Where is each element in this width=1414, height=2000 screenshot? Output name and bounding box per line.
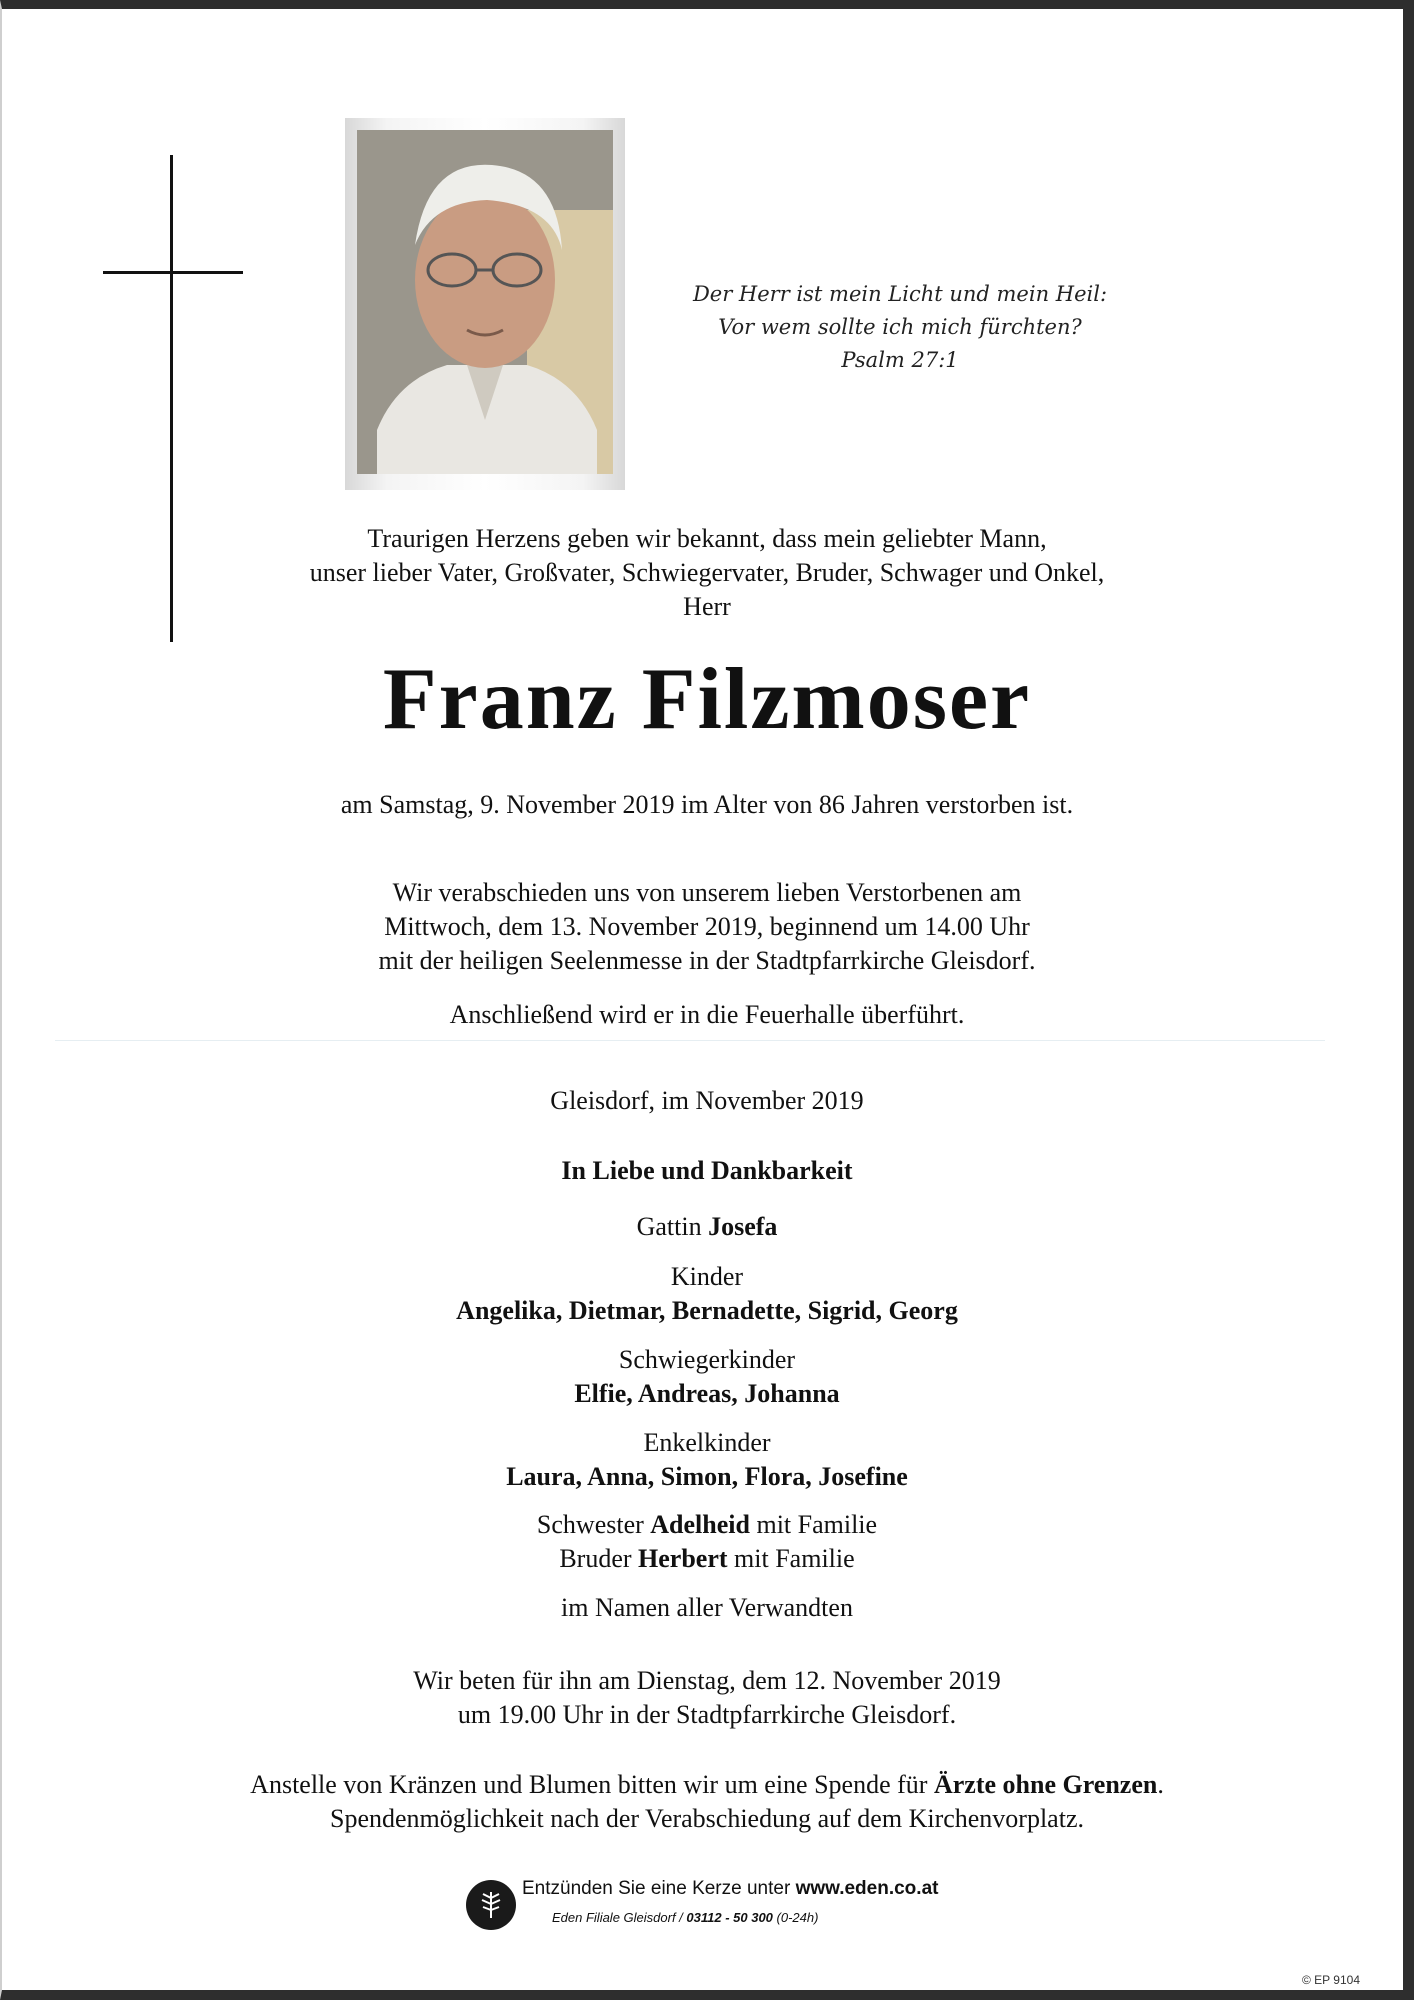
grandchildren-label: Enkelkinder <box>643 1428 771 1457</box>
prayer-line-2: um 19.00 Uhr in der Stadtpfarrkirche Gleisdorf. <box>457 1700 957 1729</box>
children-label: Kinder <box>670 1262 744 1291</box>
sister-name: Adelheid <box>650 1510 750 1539</box>
death-line: am Samstag, 9. November 2019 im Alter von 86 Jahren verstorben ist. <box>340 790 1074 819</box>
ceremony-line-2: Mittwoch, dem 13. November 2019, beginnend um 14.00 Uhr <box>384 912 1030 941</box>
sister-suffix: mit Familie <box>756 1510 878 1539</box>
ceremony-line-3: mit der heiligen Seelenmesse in der Stadtpfarrkirche Gleisdorf. <box>378 946 1036 975</box>
prayer-line-1: Wir beten für ihn am Dienstag, dem 12. November 2019 <box>413 1666 1001 1695</box>
bible-verse <box>640 278 1160 377</box>
sister-label: Schwester <box>536 1510 644 1539</box>
inlaws-label: Schwiegerkinder <box>618 1345 796 1374</box>
cremation-note: Anschließend wird er in die Feuerhalle überführt. <box>449 1000 965 1029</box>
portrait-photo <box>357 130 613 474</box>
document-code: © EP 9104 <box>1302 1973 1360 1987</box>
intro-line-1: Traurigen Herzens geben wir bekannt, dass mein geliebter Mann, <box>367 524 1047 553</box>
brother-suffix: mit Familie <box>734 1544 855 1573</box>
eden-logo-icon <box>466 1880 516 1930</box>
verse-line-2: Vor wem sollte ich mich fürchten? <box>718 315 1082 339</box>
cross-icon-horizontal <box>103 271 243 274</box>
brother-name: Herbert <box>638 1544 728 1573</box>
donation-line-1 <box>0 1768 1414 1802</box>
ceremony-line-1: Wir verabschieden uns von unserem lieben Verstorbenen am <box>392 878 1022 907</box>
candle-text: Entzünden Sie eine Kerze unter <box>522 1878 791 1899</box>
brother-line <box>0 1542 1414 1576</box>
ceremony-info <box>0 876 1414 978</box>
branch-line: Eden Filiale Gleisdorf / 03112 - 50 300 (0-24h) <box>552 1910 819 1925</box>
brother-label: Bruder <box>559 1544 632 1573</box>
branch-phone: 03112 - 50 300 <box>686 1910 773 1925</box>
love-gratitude: In Liebe und Dankbarkeit <box>561 1156 853 1185</box>
donation-line-2: Spendenmöglichkeit nach der Verabschiedung auf dem Kirchenvorplatz. <box>330 1804 1084 1833</box>
deceased-name: Franz Filzmoser <box>382 651 1032 748</box>
grandchildren-names: Laura, Anna, Simon, Flora, Josefine <box>506 1462 908 1491</box>
inlaws-names: Elfie, Andreas, Johanna <box>574 1379 840 1408</box>
divider <box>55 1040 1325 1041</box>
place-date: Gleisdorf, im November 2019 <box>550 1086 864 1115</box>
verse-line-1: Der Herr ist mein Licht und mein Heil: <box>692 282 1108 306</box>
wife-name: Josefa <box>708 1212 778 1241</box>
candle-line <box>522 1878 938 1900</box>
family-wife <box>0 1210 1414 1244</box>
donation-note <box>0 1768 1414 1836</box>
children-names: Angelika, Dietmar, Bernadette, Sigrid, Georg <box>456 1296 958 1325</box>
branch-name: Eden Filiale Gleisdorf <box>552 1910 676 1925</box>
verse-reference: Psalm 27:1 <box>841 348 959 372</box>
prayer-info <box>0 1664 1414 1732</box>
wife-label: Gattin <box>636 1212 702 1241</box>
sister-line <box>0 1508 1414 1542</box>
donation-line-1-suffix: . <box>1157 1770 1164 1799</box>
announcement-intro <box>0 522 1414 624</box>
intro-line-2: unser lieber Vater, Großvater, Schwiegervater, Bruder, Schwager und Onkel, <box>309 558 1105 587</box>
funeral-home-footer <box>466 1874 986 1944</box>
website-link[interactable]: www.eden.co.at <box>795 1878 939 1899</box>
intro-line-3: Herr <box>683 592 731 621</box>
relatives-note: im Namen aller Verwandten <box>561 1593 853 1622</box>
branch-hours: (0-24h) <box>776 1910 819 1925</box>
donation-organization: Ärzte ohne Grenzen <box>933 1770 1158 1799</box>
donation-line-1-prefix: Anstelle von Kränzen und Blumen bitten wir um eine Spende für <box>250 1770 928 1799</box>
